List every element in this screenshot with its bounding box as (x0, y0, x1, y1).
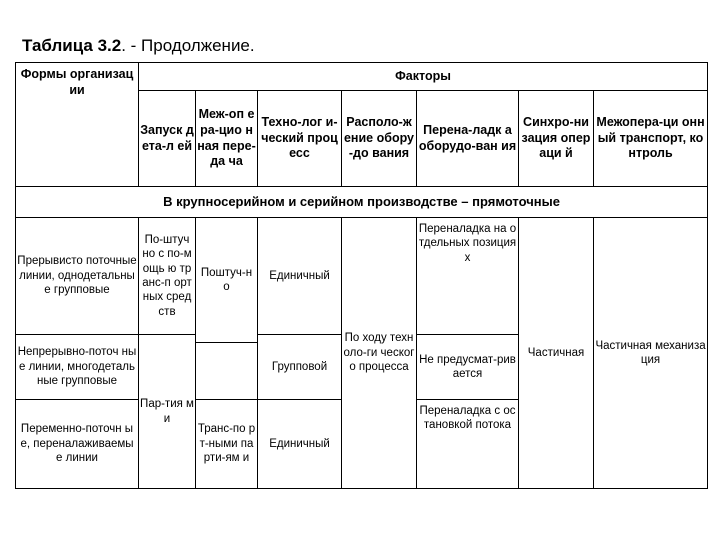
table-row (16, 218, 708, 280)
changeover-3: Переналадка с остановкой потока (417, 400, 519, 489)
process-group: Групповой (258, 335, 342, 400)
process-single-1: Единичный (258, 218, 342, 335)
header-col-transfer: Меж-оп ера-цио нная пере-да ча (196, 91, 258, 187)
changeover-1: Переналадка на отдельных позициях (417, 218, 519, 335)
row3-form: Переменно-поточн ые, переналаживаемы е линии (16, 400, 139, 489)
transfer-batch: Транс-по рт-ными парти-ям и (196, 400, 258, 489)
table-caption-text: . - Продолжение. (121, 36, 255, 55)
row2-form: Непрерывно-поточ ные линии, многодетальные групповые (16, 335, 139, 400)
header-col-transport: Межопера-ци онный транспорт, контроль (594, 91, 708, 187)
organization-forms-table (15, 62, 708, 489)
table-caption (22, 36, 255, 56)
header-col-sync: Синхро-низация операци й (519, 91, 594, 187)
process-single-2: Единичный (258, 400, 342, 489)
header-col-launch: Запуск дета-л ей (139, 91, 196, 187)
header-col-location: Располо-жение обору-до вания (342, 91, 417, 187)
location: По ходу техноло-ги ческого процесса (342, 218, 417, 489)
header-forms: Формы организации (16, 63, 139, 187)
header-col-changeover: Перена-ладк а оборудо-ван ия (417, 91, 519, 187)
header-row-1 (16, 63, 708, 91)
changeover-2: Не предусмат-рив ается (417, 335, 519, 400)
transport: Частичная механизация (594, 218, 708, 489)
table-number: Таблица 3.2 (22, 36, 122, 55)
section-title: В крупносерийном и серийном производстве – прямоточные (16, 187, 708, 218)
header-col-process: Техно-лог и-ческий процесс (258, 91, 342, 187)
launch-batch: Пар-тия ми (139, 335, 196, 489)
section-row (16, 187, 708, 218)
header-factors: Факторы (139, 63, 708, 91)
launch-piece: По-штуч но с по-мощь ю транс-п ортных средств (139, 218, 196, 335)
sync: Частичная (519, 218, 594, 489)
row1-form: Прерывисто поточные линии, однодетальные групповые (16, 218, 139, 335)
transfer-piece: Поштуч-н о (196, 218, 258, 343)
